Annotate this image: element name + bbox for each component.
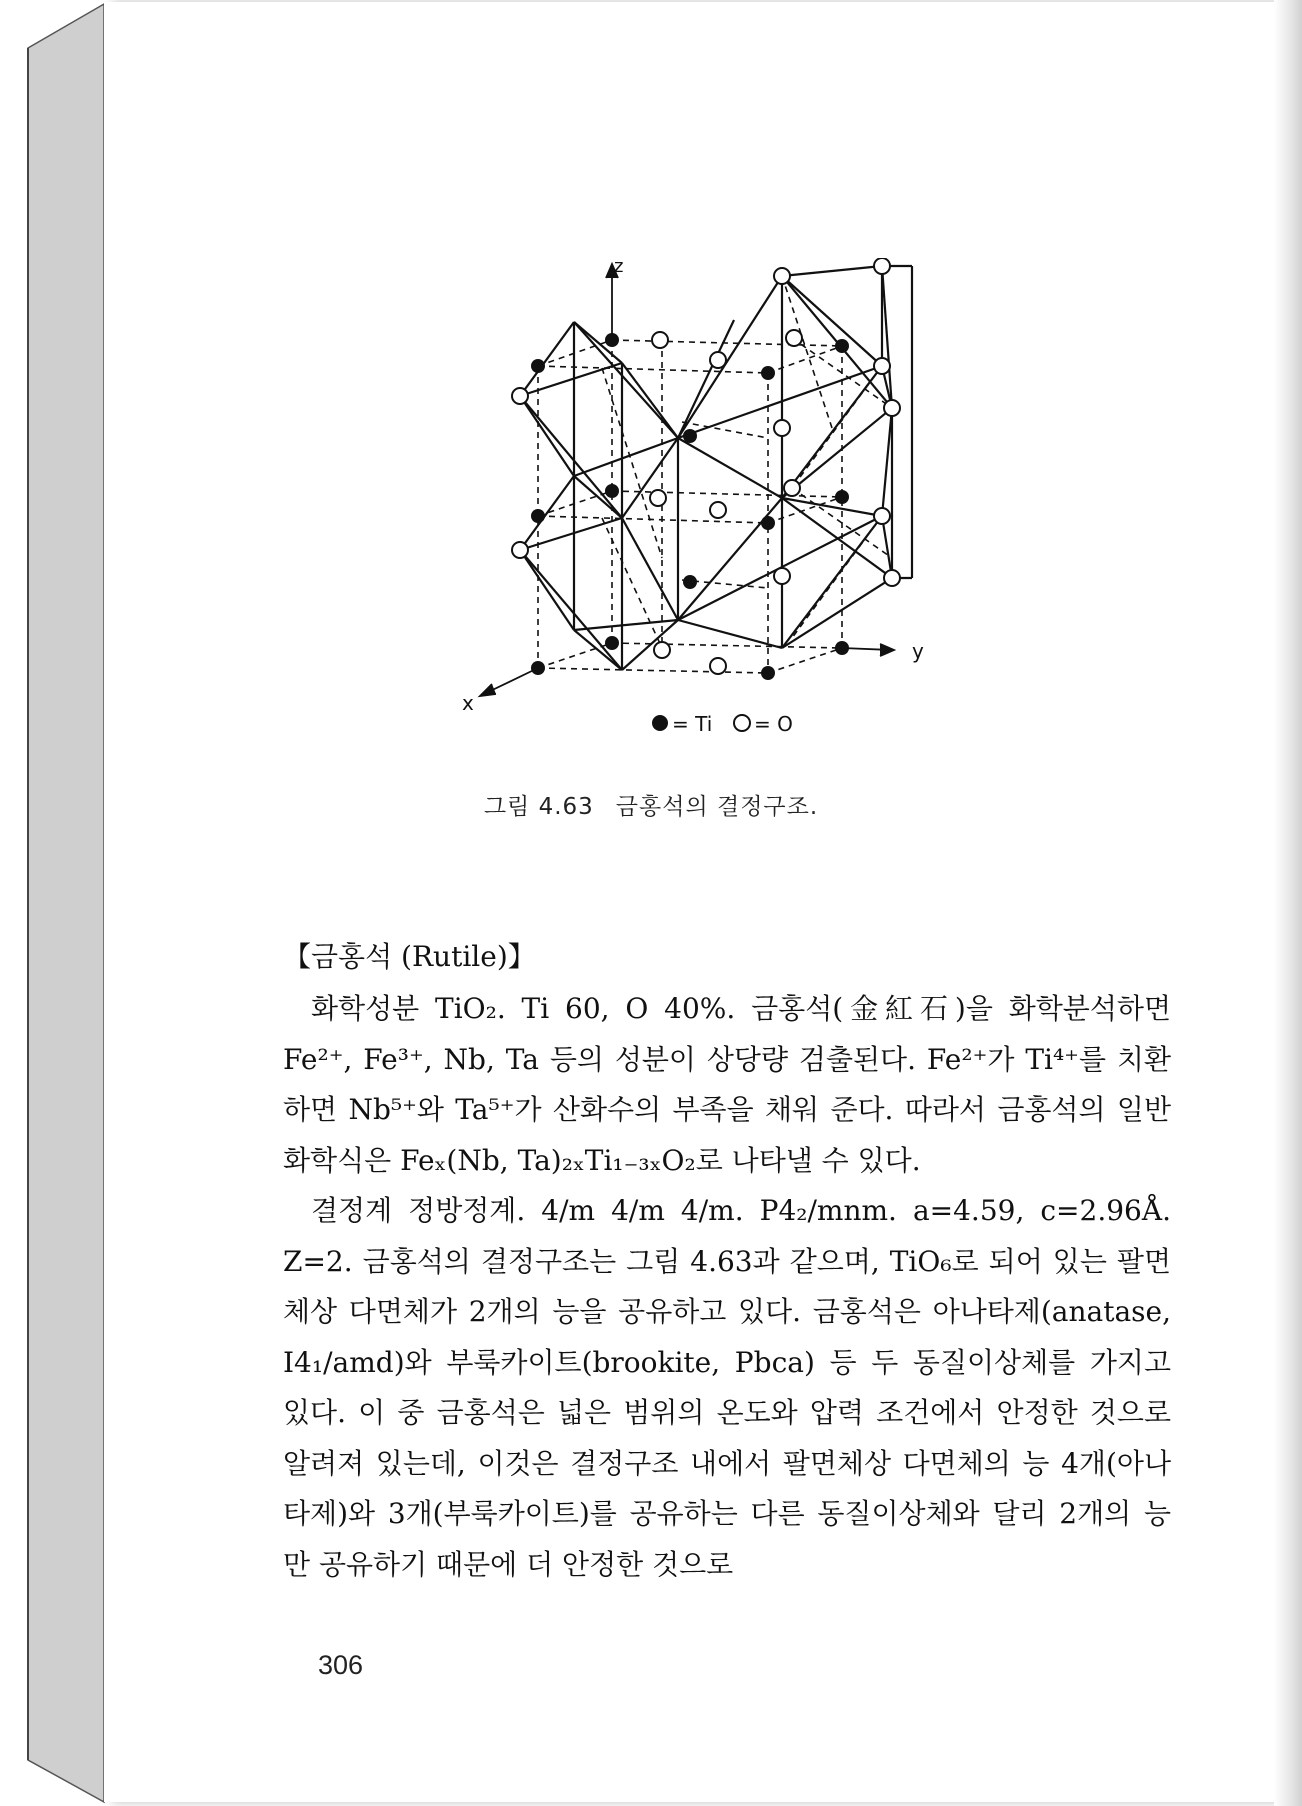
figure-number: 그림 4.63 [483,794,594,820]
page-number: 306 [318,1650,364,1680]
x-axis-label: x [462,691,474,715]
crystal-structure-diagram [462,258,942,742]
y-axis-label: y [912,639,924,663]
rutile-crystal-structure-figure [462,258,942,742]
paragraph-composition: 화학성분 TiO₂. Ti 60, O 40%. 금홍석(金紅石)을 화학분석하면 Fe²⁺, Fe³⁺, Nb, Ta 등의 성분이 상당량 검출된다. Fe²⁺가 Ti⁴⁺를 치환하면 Nb⁵⁺와 Ta⁵⁺가 산화수의 부족을 채워 준다. 따라서 금홍석의 일반화학식은 Feₓ(Nb, Ta)₂ₓTi₁₋₃ₓO₂로 나타낼 수 있다. [283,992,1171,1177]
page-edge-shadow [1274,0,1302,1806]
book-spine [0,0,110,1806]
o-legend-label: = O [754,712,793,736]
ti-legend-label: = Ti [672,712,713,736]
paragraph-crystal-system: 결정계 정방정계. 4/m 4/m 4/m. P4₂/mnm. a=4.59, c=2.96Å. Z=2. 금홍석의 결정구조는 그림 4.63과 같으며, TiO₆로 되어 있는 팔면체상 다면체가 2개의 능을 공유하고 있다. 금홍석은 아나타제(anatase, I4₁/amd)와 부룩카이트(brookite, Pbca) 등 두 동질이상체를 가지고 있다. 이 중 금홍석은 넓은 범위의 온도와 압력 조건에서 안정한 것으로 알려져 있는데, 이것은 결정구조 내에서 팔면체상 다면체의 능 4개(아나타제)와 3개(부룩카이트)를 공유하는 다른 동질이상체와 달리 2개의 능만 공유하기 때문에 더 안정한 것으로 [283,1194,1171,1581]
ti-legend-marker [652,715,668,731]
octahedra-solid-lines [520,266,912,670]
figure-legend [652,712,793,736]
coordinate-axes [480,264,894,696]
section-heading: 【금홍석 (Rutile)】 [283,940,536,973]
o-legend-marker [734,715,750,731]
z-axis-label: z [614,258,624,277]
figure-caption [0,788,1302,821]
body-text [283,932,1171,1590]
figure-caption-text: 금홍석의 결정구조. [615,794,819,820]
titanium-atoms [531,333,849,680]
